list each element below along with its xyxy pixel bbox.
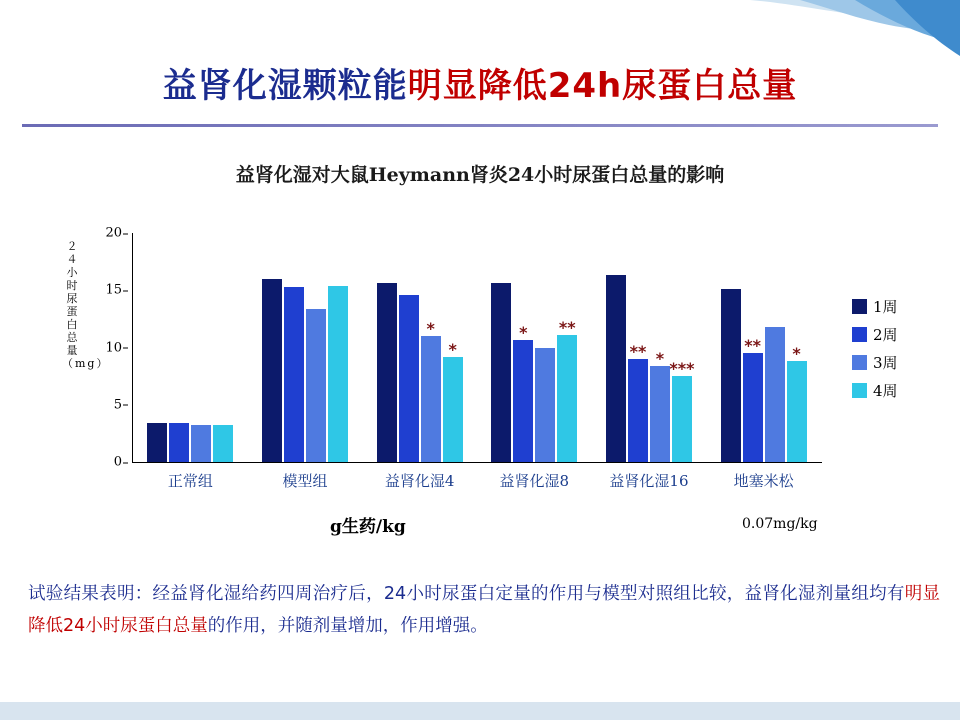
- footer-part-2: 的作用，并随剂量增加，作用增强。: [207, 616, 488, 636]
- x-tick-label: 地塞米松: [733, 472, 794, 490]
- bar: [284, 287, 304, 462]
- legend-item: [852, 320, 944, 348]
- y-tick-mark: [123, 233, 128, 234]
- significance-annotation: **: [744, 336, 761, 356]
- legend-swatch: [852, 299, 867, 314]
- bar: [399, 295, 419, 462]
- title-part-2: 明显降低24h尿蛋白总量: [407, 66, 798, 106]
- bar-group: [706, 233, 821, 462]
- bar: [787, 344, 807, 462]
- bar: [557, 317, 577, 462]
- bar: [721, 289, 741, 462]
- y-tick-label: 20: [105, 226, 122, 241]
- bar: [443, 339, 463, 462]
- x-tick-label: 益肾化湿4: [384, 472, 455, 490]
- bar: [743, 336, 763, 462]
- y-tick-mark: [123, 405, 128, 406]
- bar: [147, 423, 167, 462]
- y-axis-title: ２４小时尿蛋白总量（mg）: [62, 240, 110, 370]
- bar: [669, 359, 695, 462]
- legend-label: 2周: [873, 325, 898, 344]
- bar: [628, 341, 648, 462]
- significance-annotation: *: [426, 319, 435, 339]
- y-tick-label: 15: [105, 283, 122, 298]
- bar: [606, 275, 626, 462]
- x-axis-title: g生药/kg: [330, 517, 406, 537]
- title-divider: [22, 124, 938, 127]
- bar: [262, 279, 282, 462]
- footer-text: [28, 578, 940, 642]
- x-axis-labels: [133, 470, 821, 491]
- significance-annotation: *: [792, 344, 801, 364]
- page-title: [0, 58, 960, 107]
- bar: [421, 319, 441, 462]
- legend-swatch: [852, 355, 867, 370]
- y-tick-label: 5: [114, 397, 122, 412]
- bar-group: [477, 233, 592, 462]
- bar: [328, 286, 348, 462]
- legend-item: [852, 376, 944, 404]
- y-tick-mark: [123, 462, 128, 463]
- y-tick-mark: [123, 348, 128, 349]
- bar: [377, 283, 397, 462]
- significance-annotation: *: [519, 322, 528, 342]
- x-tick-label: 益肾化湿8: [499, 472, 570, 490]
- bar: [650, 348, 670, 462]
- bar: [513, 322, 533, 463]
- significance-annotation: *: [448, 339, 457, 359]
- significance-annotation: **: [558, 317, 576, 337]
- footer-part-1: 试验结果表明：经益肾化湿给药四周治疗后，24小时尿蛋白定量的作用与模型对照组比较，益肾化湿剂量组均有: [28, 584, 905, 604]
- bottom-strip: [0, 702, 960, 720]
- bar: [765, 327, 785, 462]
- significance-annotation: **: [629, 341, 647, 361]
- bar: [491, 283, 511, 462]
- title-part-1: 益肾化湿颗粒能: [162, 66, 408, 106]
- bar-groups: [133, 233, 821, 462]
- bar-group: [592, 233, 707, 462]
- bar-group: [133, 233, 248, 462]
- legend-label: 1周: [873, 297, 898, 316]
- legend-label: 4周: [873, 381, 898, 400]
- y-tick-label: 0: [114, 455, 122, 470]
- x-tick-label: 模型组: [282, 472, 328, 490]
- x-tick-label: 正常组: [167, 472, 213, 490]
- bar-group: [248, 233, 363, 462]
- bar-group: [362, 233, 477, 462]
- chart-legend: [852, 292, 944, 404]
- legend-item: [852, 292, 944, 320]
- significance-annotation: ***: [669, 359, 695, 379]
- legend-swatch: [852, 383, 867, 398]
- legend-item: [852, 348, 944, 376]
- chart-title: 益肾化湿对大鼠Heymann肾炎24小时尿蛋白总量的影响: [235, 164, 725, 186]
- bar: [535, 348, 555, 463]
- bar: [213, 425, 233, 462]
- bar: [306, 309, 326, 462]
- bar: [169, 423, 189, 462]
- footer-highlight: 明显降低24小时尿蛋白总量: [28, 584, 941, 636]
- bar: [191, 425, 211, 462]
- y-axis-ticks: [84, 226, 128, 470]
- x-axis-note: 0.07mg/kg: [742, 516, 818, 532]
- x-tick-label: 益肾化湿16: [609, 472, 689, 490]
- y-tick-label: 10: [105, 340, 122, 355]
- legend-label: 3周: [873, 353, 898, 372]
- y-tick-mark: [123, 290, 128, 291]
- significance-annotation: *: [655, 348, 665, 368]
- legend-swatch: [852, 327, 867, 342]
